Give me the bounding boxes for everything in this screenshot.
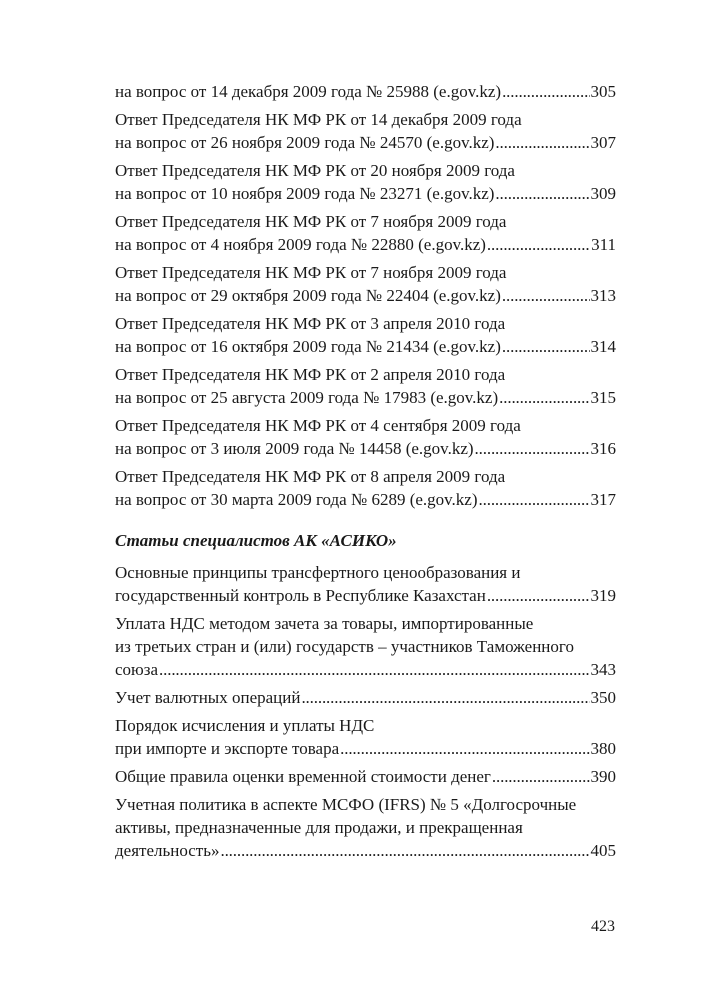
toc-entry-text: на вопрос от 16 октября 2009 года № 21434 (e.gov.kz) bbox=[115, 337, 501, 356]
dot-leader bbox=[475, 437, 590, 460]
toc-entry-last-line bbox=[115, 335, 616, 358]
toc-articles-list bbox=[115, 561, 616, 862]
dot-leader bbox=[487, 584, 590, 607]
toc-entry-line: из третьих стран и (или) государств – участников Таможенного bbox=[115, 637, 574, 656]
toc-entry-line: Ответ Председателя НК МФ РК от 7 ноября 2009 года bbox=[115, 212, 507, 231]
toc-entry bbox=[115, 210, 616, 256]
toc-entry-last-line bbox=[115, 584, 616, 607]
toc-entry-last-line bbox=[115, 686, 616, 709]
toc-entry-line: Учетная политика в аспекте МСФО (IFRS) № 5 «Долгосрочные bbox=[115, 795, 577, 814]
dot-leader bbox=[502, 335, 590, 358]
toc-entry-last-line bbox=[115, 386, 616, 409]
toc-entry-last-line bbox=[115, 658, 616, 681]
toc-entry-line: Ответ Председателя НК МФ РК от 14 декабря 2009 года bbox=[115, 110, 522, 129]
dot-leader bbox=[495, 131, 589, 154]
toc-entry-page: 313 bbox=[590, 286, 616, 305]
toc-entry-page: 380 bbox=[590, 739, 616, 758]
toc-entry-text: Общие правила оценки временной стоимости денег bbox=[115, 767, 491, 786]
dot-leader bbox=[499, 386, 589, 409]
toc-entry-text: союза bbox=[115, 660, 159, 679]
toc-entry bbox=[115, 312, 616, 358]
toc-entry-page: 405 bbox=[590, 841, 616, 860]
toc-entry bbox=[115, 765, 616, 788]
toc-entry-last-line bbox=[115, 488, 616, 511]
toc-entry bbox=[115, 261, 616, 307]
toc-entry-last-line bbox=[115, 737, 616, 760]
toc-entry-line: Ответ Председателя НК МФ РК от 3 апреля 2010 года bbox=[115, 314, 506, 333]
section-title: Статьи специалистов АК «АСИКО» bbox=[115, 531, 397, 550]
toc-entry-line: Основные принципы трансфертного ценообразования и bbox=[115, 563, 521, 582]
toc-entry-text: на вопрос от 10 ноября 2009 года № 23271 (e.gov.kz) bbox=[115, 184, 495, 203]
toc-entry-text: на вопрос от 25 августа 2009 года № 17983 (e.gov.kz) bbox=[115, 388, 499, 407]
dot-leader bbox=[159, 658, 589, 681]
toc-entry-page: 311 bbox=[591, 235, 616, 254]
toc-entry-last-line bbox=[115, 182, 616, 205]
toc-entry-page: 314 bbox=[590, 337, 616, 356]
toc-entry-last-line bbox=[115, 233, 616, 256]
toc-entry-line: активы, предназначенные для продажи, и прекращенная bbox=[115, 818, 523, 837]
toc-entry-last-line bbox=[115, 437, 616, 460]
dot-leader bbox=[487, 233, 590, 256]
dot-leader bbox=[479, 488, 590, 511]
dot-leader bbox=[492, 765, 590, 788]
toc-entry-line: Ответ Председателя НК МФ РК от 7 ноября 2009 года bbox=[115, 263, 507, 282]
toc-entry-page: 315 bbox=[590, 388, 616, 407]
toc-entry-page: 390 bbox=[590, 767, 616, 786]
toc-entry bbox=[115, 414, 616, 460]
dot-leader bbox=[301, 686, 589, 709]
toc-entry bbox=[115, 714, 616, 760]
toc-entry-page: 305 bbox=[590, 82, 616, 101]
toc-entry-line: Ответ Председателя НК МФ РК от 20 ноября 2009 года bbox=[115, 161, 515, 180]
toc-entry-text: на вопрос от 30 марта 2009 года № 6289 (e.gov.kz) bbox=[115, 490, 478, 509]
toc-entry-page: 317 bbox=[590, 490, 616, 509]
toc-entry-text: на вопрос от 26 ноября 2009 года № 24570 (e.gov.kz) bbox=[115, 133, 495, 152]
toc-answers-list bbox=[115, 80, 616, 511]
toc-entry-page: 307 bbox=[590, 133, 616, 152]
dot-leader bbox=[502, 284, 590, 307]
toc-entry-text: Учет валютных операций bbox=[115, 688, 301, 707]
dot-leader bbox=[502, 80, 589, 103]
dot-leader bbox=[495, 182, 589, 205]
toc-entry bbox=[115, 80, 616, 103]
toc-entry-line: Ответ Председателя НК МФ РК от 8 апреля 2009 года bbox=[115, 467, 506, 486]
toc-entry-text: при импорте и экспорте товара bbox=[115, 739, 340, 758]
toc-entry-last-line bbox=[115, 284, 616, 307]
toc-entry-page: 316 bbox=[590, 439, 616, 458]
toc-entry-last-line bbox=[115, 765, 616, 788]
toc-entry-line: Ответ Председателя НК МФ РК от 2 апреля 2010 года bbox=[115, 365, 506, 384]
toc-entry-text: на вопрос от 29 октября 2009 года № 22404 (e.gov.kz) bbox=[115, 286, 501, 305]
toc-entry bbox=[115, 612, 616, 681]
toc-entry-text: государственный контроль в Республике Казахстан bbox=[115, 586, 486, 605]
toc-entry bbox=[115, 793, 616, 862]
toc-entry-page: 350 bbox=[590, 688, 616, 707]
dot-leader bbox=[220, 839, 589, 862]
toc-entry-last-line bbox=[115, 131, 616, 154]
dot-leader bbox=[340, 737, 589, 760]
toc-entry-text: на вопрос от 4 ноября 2009 года № 22880 (e.gov.kz) bbox=[115, 235, 486, 254]
toc-entry-last-line bbox=[115, 839, 616, 862]
table-of-contents bbox=[115, 80, 616, 867]
toc-entry bbox=[115, 686, 616, 709]
toc-entry-page: 309 bbox=[590, 184, 616, 203]
toc-entry-line: Уплата НДС методом зачета за товары, импортированные bbox=[115, 614, 534, 633]
page-number: 423 bbox=[591, 918, 615, 935]
toc-entry-line: Ответ Председателя НК МФ РК от 4 сентября 2009 года bbox=[115, 416, 521, 435]
toc-entry-last-line bbox=[115, 80, 616, 103]
toc-entry-page: 319 bbox=[590, 586, 616, 605]
toc-entry bbox=[115, 108, 616, 154]
toc-entry-text: деятельность» bbox=[115, 841, 220, 860]
toc-entry-page: 343 bbox=[590, 660, 616, 679]
toc-entry-line: Порядок исчисления и уплаты НДС bbox=[115, 716, 375, 735]
toc-entry bbox=[115, 561, 616, 607]
toc-entry bbox=[115, 465, 616, 511]
toc-entry-text: на вопрос от 14 декабря 2009 года № 25988 (e.gov.kz) bbox=[115, 82, 502, 101]
toc-entry bbox=[115, 363, 616, 409]
toc-entry-text: на вопрос от 3 июля 2009 года № 14458 (e.gov.kz) bbox=[115, 439, 474, 458]
toc-entry bbox=[115, 159, 616, 205]
